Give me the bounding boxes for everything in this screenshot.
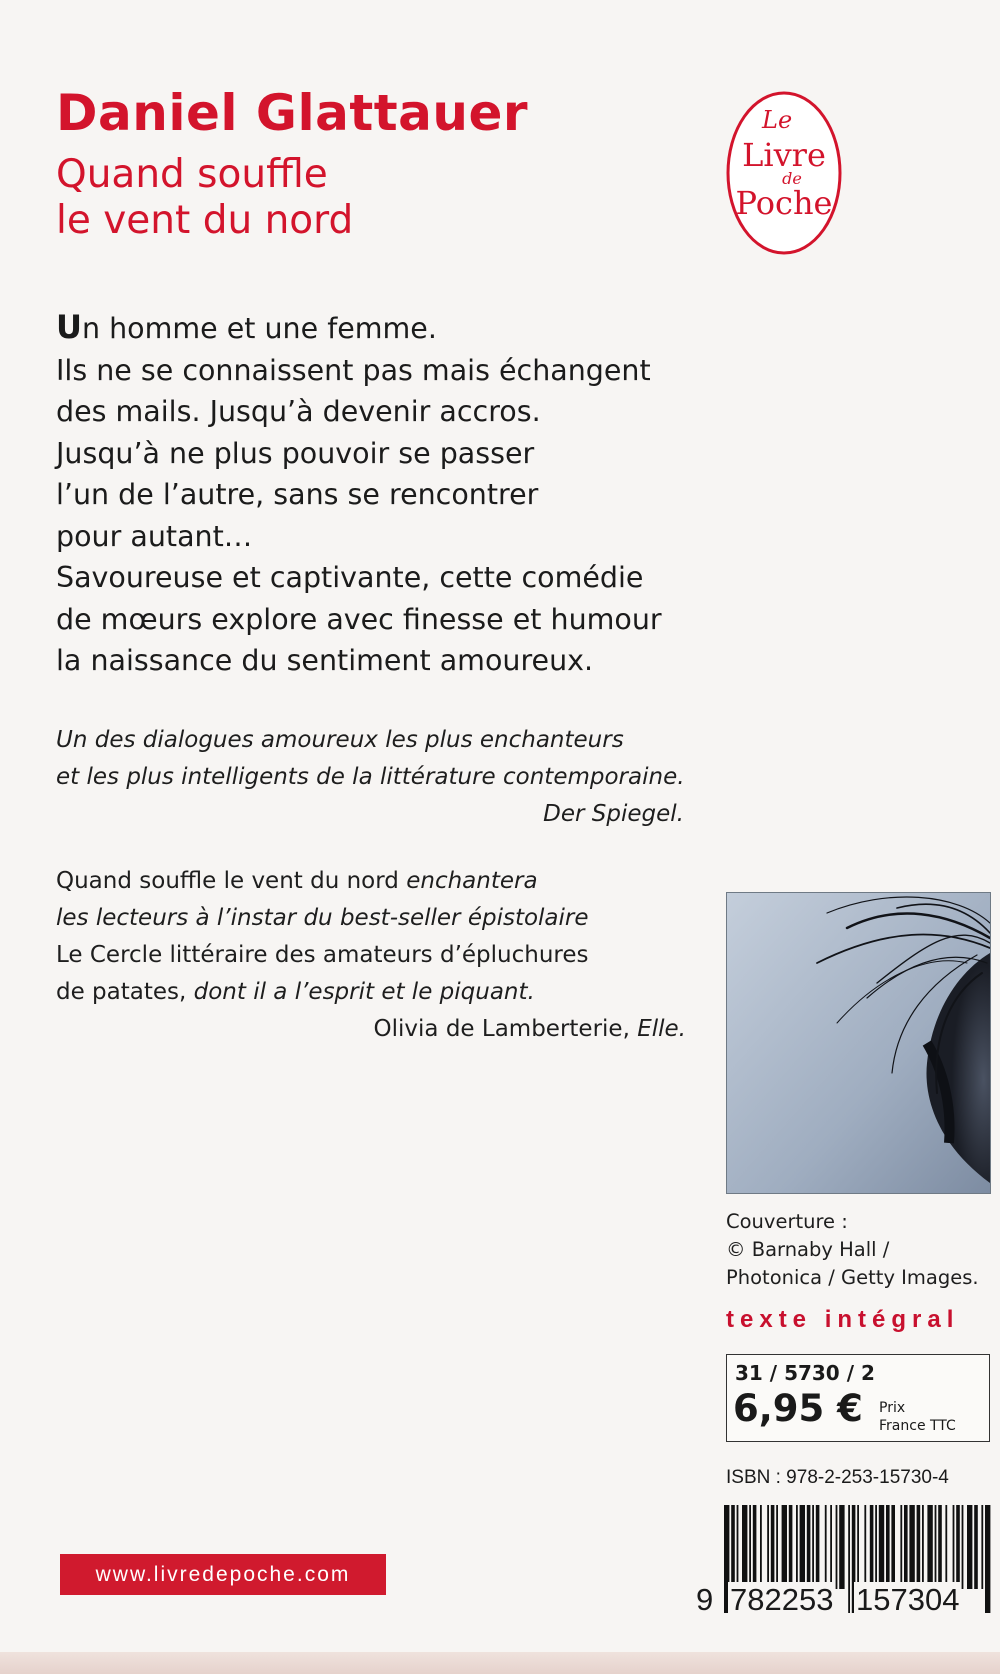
blurb-line-3: des mails. Jusqu’à devenir accros. xyxy=(56,395,541,428)
author-name: Daniel Glattauer xyxy=(56,84,529,142)
barcode-bar xyxy=(967,1505,972,1589)
quote-line: et les plus intelligents de la littérature contemporaine. xyxy=(56,764,685,790)
barcode-digits-right: 157304 xyxy=(856,1582,960,1617)
logo-word-de: de xyxy=(782,169,802,188)
quote-source-magazine: Elle. xyxy=(637,1016,686,1042)
blurb-first-line: n homme et une femme. xyxy=(81,312,437,345)
barcode-bar xyxy=(742,1505,747,1589)
cover-photo xyxy=(726,892,991,1194)
price-label-line: France TTC xyxy=(879,1418,956,1434)
quote-line xyxy=(56,974,686,1011)
barcode-bar xyxy=(938,1505,942,1589)
barcode-bar xyxy=(807,1505,811,1589)
blurb-line-8: de mœurs explore avec finesse et humour xyxy=(56,602,662,636)
blurb-line-1 xyxy=(56,307,696,350)
barcode-bar xyxy=(981,1505,983,1589)
website-link[interactable]: www.livredepoche.com xyxy=(60,1554,386,1595)
barcode-bar xyxy=(857,1505,859,1589)
price-box xyxy=(726,1354,990,1442)
barcode-bar xyxy=(825,1505,827,1589)
barcode-bar xyxy=(953,1505,955,1589)
press-quote-spiegel xyxy=(56,722,684,833)
barcode-bar xyxy=(891,1505,895,1589)
isbn: ISBN : 978-2-253-15730-4 xyxy=(726,1467,949,1488)
barcode-bar xyxy=(935,1505,937,1589)
barcode-bar xyxy=(886,1505,890,1589)
logo-word-le: Le xyxy=(762,106,793,134)
quote-source: Der Spiegel. xyxy=(543,801,684,827)
logo-word-poche: Poche xyxy=(735,184,833,222)
logo-word-livre: Livre xyxy=(742,136,826,174)
barcode-bar xyxy=(771,1505,775,1589)
blurb xyxy=(56,307,696,682)
publisher-logo xyxy=(722,88,846,258)
blurb-dropcap: U xyxy=(56,308,82,346)
quote-text: Quand souffle le vent du nord xyxy=(56,868,407,894)
barcode-bar xyxy=(816,1505,820,1589)
barcode-digit-first: 9 xyxy=(696,1582,714,1617)
barcode-bar xyxy=(789,1505,793,1589)
barcode-bar xyxy=(900,1505,902,1589)
barcode-bar xyxy=(836,1505,838,1589)
barcode-bar xyxy=(904,1505,908,1589)
barcode-digits xyxy=(694,1580,994,1620)
quote-source xyxy=(56,1011,686,1048)
press-quote-elle xyxy=(56,863,686,1048)
book-title-line-2: le vent du nord xyxy=(56,198,354,243)
quote-source-name: Olivia de Lamberterie, xyxy=(373,1016,638,1042)
blurb-line-4: Jusqu’à ne plus pouvoir se passer xyxy=(56,436,535,470)
book-title-line-1: Quand souffle xyxy=(56,152,328,197)
barcode-bar xyxy=(776,1505,778,1589)
barcode-bar xyxy=(879,1505,884,1589)
quote-text-italic: dont il a l’esprit et le piquant. xyxy=(193,979,535,1005)
quote-text-italic: enchantera xyxy=(406,868,538,894)
cover-credit xyxy=(726,1208,979,1292)
barcode-bar xyxy=(749,1505,751,1589)
price-amount: 6,95 € xyxy=(733,1387,863,1430)
cover-bottom-edge xyxy=(0,1652,1000,1674)
quote-line: Le Cercle littéraire des amateurs d’épluchures xyxy=(56,942,589,968)
barcode-bar xyxy=(796,1505,798,1589)
barcode-bar xyxy=(812,1505,814,1589)
barcode-bar xyxy=(737,1505,739,1589)
barcode-bar xyxy=(917,1505,921,1589)
blurb-line-6: pour autant… xyxy=(56,519,253,553)
barcode-bar xyxy=(922,1505,924,1589)
quote-line xyxy=(56,863,686,900)
catalog-code: 31 / 5730 / 2 xyxy=(735,1361,875,1385)
quote-line: Un des dialogues amoureux les plus enchanteurs xyxy=(56,727,624,753)
blurb-line-5: l’un de l’autre, sans se rencontrer xyxy=(56,478,539,511)
barcode-bar xyxy=(927,1505,932,1589)
barcode-bar xyxy=(839,1505,844,1589)
barcode-bar xyxy=(753,1505,757,1589)
barcode-bar xyxy=(760,1505,762,1589)
barcode-bar xyxy=(782,1505,787,1589)
barcode-bar xyxy=(830,1505,832,1589)
price-label xyxy=(879,1399,956,1435)
quote-line: les lecteurs à l’instar du best-seller épistolaire xyxy=(56,905,589,931)
barcode-bar xyxy=(909,1505,914,1589)
blurb-line-9: la naissance du sentiment amoureux. xyxy=(56,644,594,677)
barcode-bar xyxy=(767,1505,769,1589)
barcode-bar xyxy=(870,1505,874,1589)
quote-text: de patates, xyxy=(56,979,194,1005)
book-title xyxy=(56,152,353,244)
barcode-bar xyxy=(962,1505,964,1589)
price-label-line: Prix xyxy=(879,1400,906,1416)
credit-line: © Barnaby Hall / xyxy=(726,1238,890,1261)
blurb-line-7: Savoureuse et captivante, cette comédie xyxy=(56,561,644,594)
barcode-digits-left: 782253 xyxy=(730,1582,834,1617)
barcode-bar xyxy=(864,1505,866,1589)
barcode-bar xyxy=(800,1505,805,1589)
credit-line: Photonica / Getty Images. xyxy=(726,1266,979,1289)
barcode-bar xyxy=(945,1505,947,1589)
credit-line: Couverture : xyxy=(726,1210,848,1233)
texte-integral-label: texte intégral xyxy=(726,1306,960,1333)
barcode-bar xyxy=(974,1505,978,1589)
barcode-bar xyxy=(956,1505,960,1589)
barcode-bar xyxy=(731,1505,735,1589)
blurb-line-2: Ils ne se connaissent pas mais échangent xyxy=(56,353,651,387)
barcode-bar xyxy=(875,1505,877,1589)
